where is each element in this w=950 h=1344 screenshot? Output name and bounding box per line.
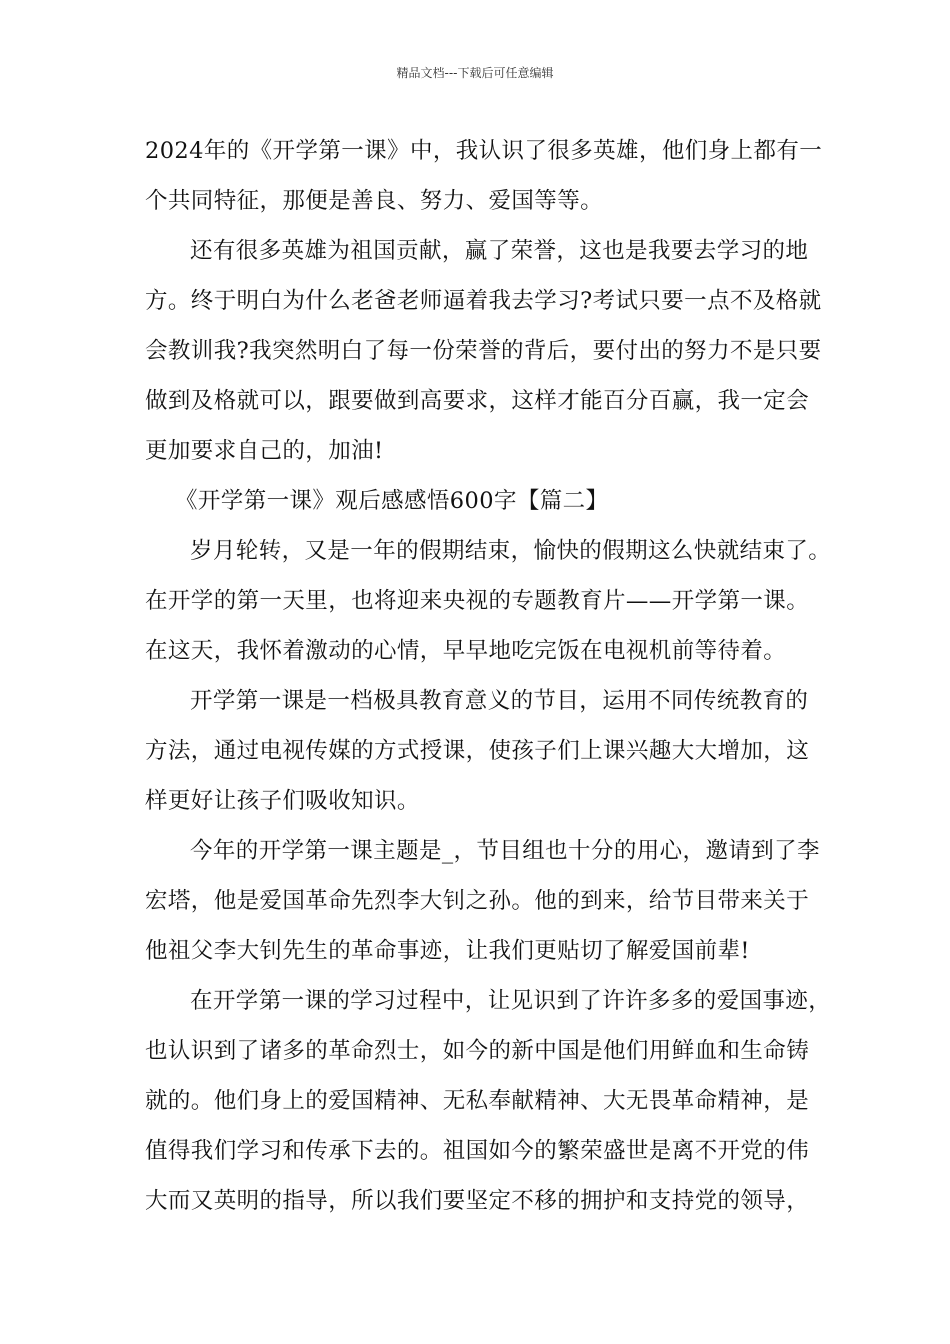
text-line: 方。终于明白为什么老爸老师逼着我去学习?考试只要一点不及格就 — [145, 288, 822, 314]
text-line: 方法，通过电视传媒的方式授课，使孩子们上课兴趣大大增加，这 — [145, 738, 810, 764]
paragraph — [145, 126, 823, 226]
paragraph — [145, 976, 832, 1226]
text-line: 他祖父李大钊先生的革命事迹，让我们更贴切了解爱国前辈! — [145, 938, 750, 964]
text-line: 样更好让孩子们吸收知识。 — [145, 788, 420, 814]
text-line: 也认识到了诸多的革命烈士，如今的新中国是他们用鲜血和生命铸 — [145, 1038, 810, 1064]
text-line: 开学第一课是一档极具教育意义的节目，运用不同传统教育的 — [190, 688, 809, 714]
text-line: 今年的开学第一课主题是_，节目组也十分的用心，邀请到了李 — [190, 838, 820, 864]
section-title-text: 《开学第一课》观后感感悟600字【篇二】 — [175, 488, 609, 514]
text-line: 值得我们学习和传承下去的。祖国如今的繁荣盛世是离不开党的伟 — [145, 1138, 810, 1164]
text-line: 在这天，我怀着激动的心情，早早地吃完饭在电视机前等待着。 — [145, 638, 787, 664]
text-line: 宏塔，他是爱国革命先烈李大钊之孙。他的到来，给节目带来关于 — [145, 888, 810, 914]
text-line: 2024年的《开学第一课》中，我认识了很多英雄，他们身上都有一 — [145, 138, 823, 164]
text-line: 就的。他们身上的爱国精神、无私奉献精神、大无畏革命精神，是 — [145, 1088, 810, 1114]
text-line: 岁月轮转，又是一年的假期结束，愉快的假期这么快就结束了。 — [190, 538, 832, 564]
text-line: 做到及格就可以，跟要做到高要求，这样才能百分百赢，我一定会 — [145, 388, 810, 414]
section-title — [145, 476, 815, 526]
page-header: 精品文档---下载后可任意编辑 — [396, 66, 554, 80]
paragraph — [145, 226, 822, 476]
text-line: 在开学的第一天里，也将迎来央视的专题教育片——开学第一课。 — [145, 588, 810, 614]
text-line: 还有很多英雄为祖国贡献，赢了荣誉，这也是我要去学习的地 — [190, 238, 809, 264]
paragraph — [145, 676, 815, 826]
text-line: 更加要求自己的，加油! — [145, 438, 384, 464]
text-line: 个共同特征，那便是善良、努力、爱国等等。 — [145, 188, 604, 214]
text-line: 大而又英明的指导，所以我们要坚定不移的拥护和支持党的领导， — [145, 1188, 810, 1214]
text-line: 在开学第一课的学习过程中，让见识到了许许多多的爱国事迹， — [190, 988, 832, 1014]
text-line: 会教训我?我突然明白了每一份荣誉的背后，要付出的努力不是只要 — [145, 338, 822, 364]
paragraph — [145, 526, 832, 676]
paragraph — [145, 826, 820, 976]
document-body — [145, 126, 832, 1226]
